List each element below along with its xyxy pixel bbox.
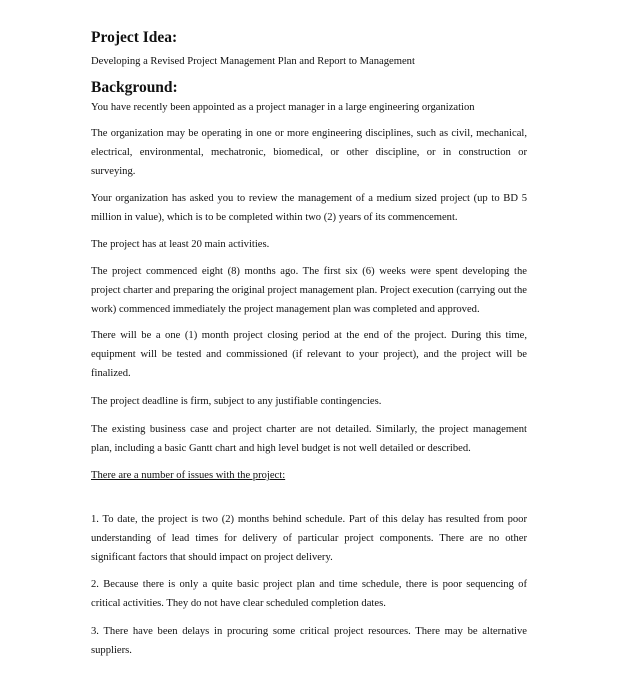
project-idea-text: Developing a Revised Project Management Plan and Report to Management bbox=[91, 56, 415, 67]
paragraph-organization: The organization may be operating in one or more engineering disciplines, such as civil, mechanical, electrical, environmental, mechatronic, biomedical, or other discipline, or in construction or surveying. bbox=[91, 128, 527, 177]
issue-item-2: 2. Because there is only a quite basic project plan and time schedule, there is poor sequencing of critical activities. They do not have clear scheduled completion dates. bbox=[91, 579, 527, 609]
issue-item-3: 3. There have been delays in procuring some critical project resources. There may be alternative suppliers. bbox=[91, 626, 527, 656]
paragraph-closing: There will be a one (1) month project closing period at the end of the project. During this time, equipment will be tested and commissioned (if relevant to your project), and the project will be finalized. bbox=[91, 330, 527, 379]
heading-background: Background: bbox=[91, 79, 178, 96]
paragraph-commenced: The project commenced eight (8) months ago. The first six (6) weeks were spent developing the project charter and preparing the original project management plan. Project execution (carrying out the work) commenced immediately the project management plan was completed and approved. bbox=[91, 266, 527, 315]
paragraph-review: Your organization has asked you to review the management of a medium sized project (up to BD 5 million in value), which is to be completed within two (2) years of its commencement. bbox=[91, 193, 527, 223]
issues-heading-row bbox=[91, 466, 527, 485]
paragraph-appointed: You have recently been appointed as a project manager in a large engineering organization bbox=[91, 102, 475, 113]
paragraph-deadline: The project deadline is firm, subject to any justifiable contingencies. bbox=[91, 396, 382, 407]
paragraph-business-case: The existing business case and project charter are not detailed. Similarly, the project management plan, including a basic Gantt chart and high level budget is not well detailed or described. bbox=[91, 424, 527, 454]
paragraph-activities: The project has at least 20 main activities. bbox=[91, 239, 270, 250]
issues-heading: There are a number of issues with the project: bbox=[91, 470, 286, 481]
issue-item-1: 1. To date, the project is two (2) months behind schedule. Part of this delay has resulted from poor understanding of lead times for delivery of particular project components. There are no other significant factors that should impact on project delivery. bbox=[91, 514, 527, 563]
heading-project-idea: Project Idea: bbox=[91, 29, 178, 46]
